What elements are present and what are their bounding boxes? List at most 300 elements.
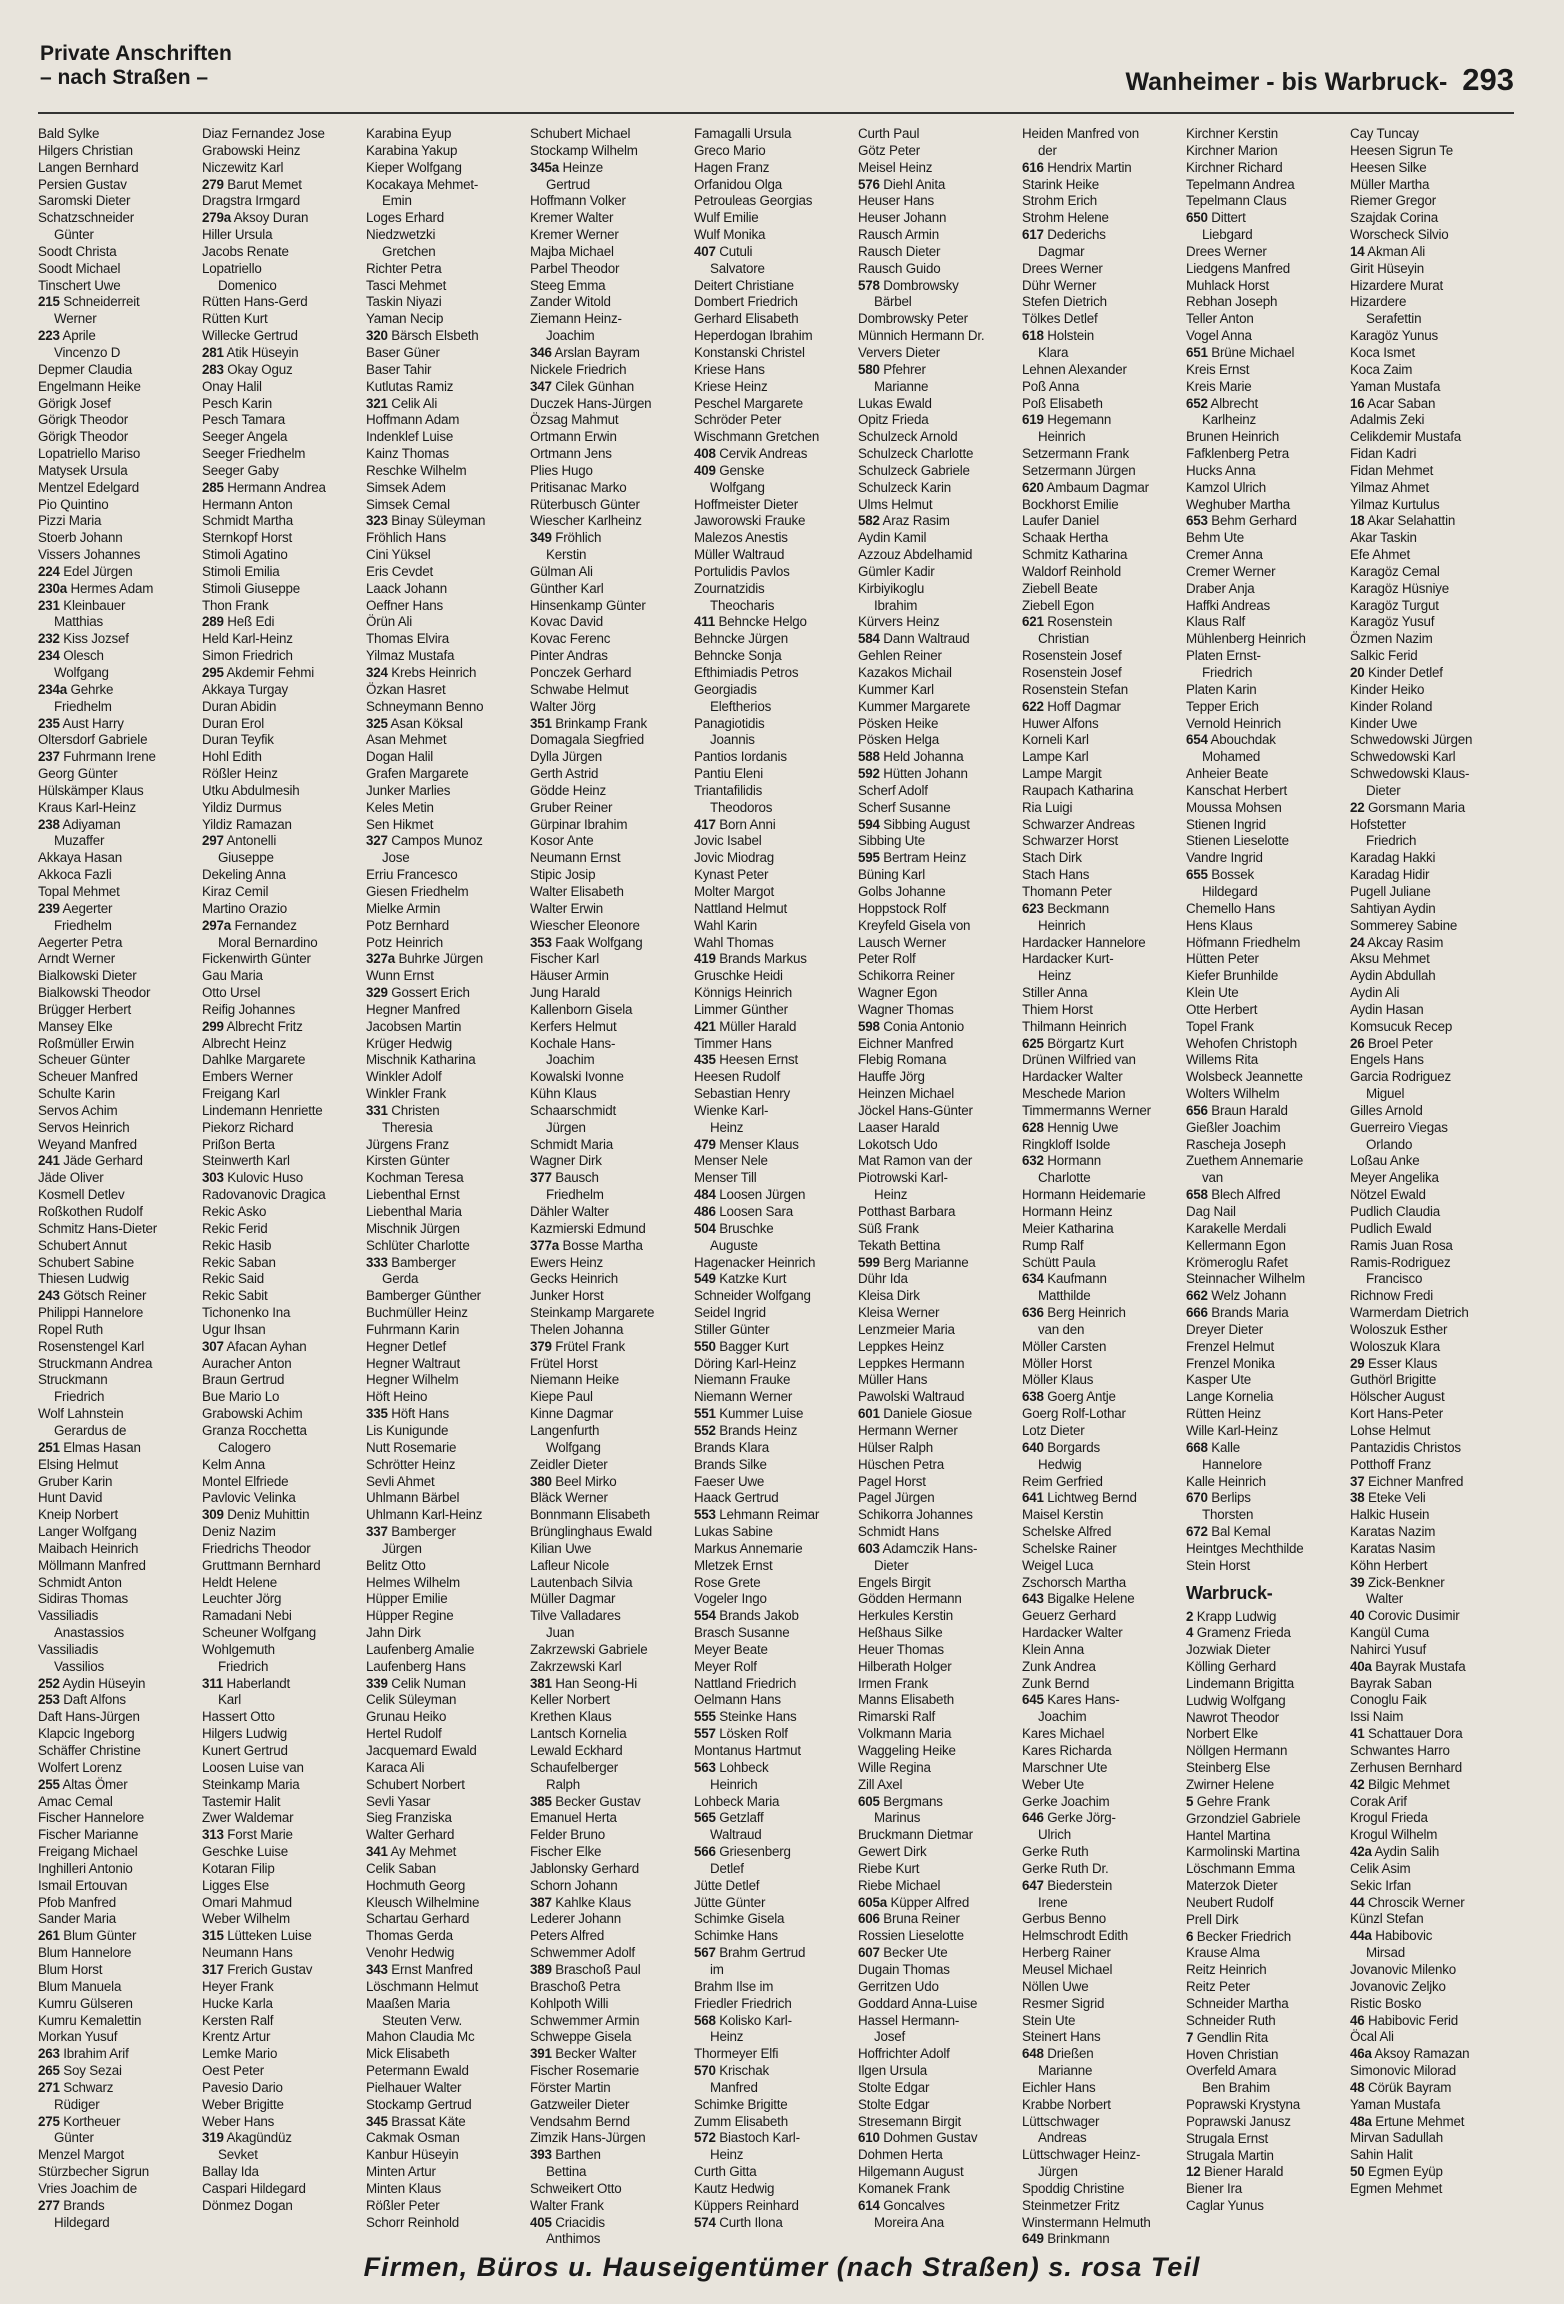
directory-entry: Pfob Manfred [38, 1894, 116, 1910]
house-number: 42 [1350, 1776, 1365, 1792]
directory-entry: 237 Fuhrmann Irene [38, 749, 156, 765]
directory-entry: Schmidt Martha [202, 513, 293, 529]
directory-entry: Georg Günter [38, 766, 118, 782]
directory-entry: Kremer Werner [530, 227, 619, 243]
directory-entry: Schneider Martha [1186, 1995, 1289, 2011]
directory-entry: Timmermanns Werner [1022, 1102, 1151, 1118]
directory-entry: Strugala Ernst [1186, 2130, 1269, 2146]
directory-entry: Platen Ernst- [1186, 648, 1261, 664]
directory-entry: 24 Akcay Rasim [1350, 934, 1444, 950]
directory-entry: Panagiotidis [694, 715, 765, 731]
house-number: 319 [202, 2130, 224, 2146]
house-number: 281 [202, 344, 224, 360]
directory-entry: Gürpinar Ibrahim [530, 816, 628, 832]
directory-entry: Karatas Nazim [1350, 1524, 1436, 1540]
directory-entry: Jahn Dirk [366, 1625, 421, 1641]
directory-entry: Keller Norbert [530, 1692, 610, 1708]
directory-entry: Ortmann Erwin [530, 429, 617, 445]
directory-entry: Thiem Horst [1022, 1001, 1093, 1017]
directory-entry: Nattland Friedrich [694, 1675, 797, 1691]
directory-entry: Pinter Andras [530, 648, 608, 664]
directory-entry: Thiesen Ludwig [38, 1271, 129, 1287]
directory-entry: Oeffner Hans [366, 597, 443, 613]
house-number: 18 [1350, 513, 1365, 529]
directory-entry: 40 Corovic Dusimir [1350, 1608, 1460, 1624]
house-number: 379 [530, 1338, 552, 1354]
directory-entry: Mielke Armin [366, 900, 441, 916]
directory-entry: Hilberath Holger [858, 1658, 952, 1674]
directory-entry: 12 Biener Harald [1186, 2164, 1284, 2180]
house-number: 389 [530, 1961, 552, 1977]
directory-entry: Komsucuk Recep [1350, 1018, 1453, 1034]
directory-entry: Karl [218, 1692, 242, 1708]
directory-entry: Zander Witold [530, 294, 611, 310]
directory-entry: Kochman Teresa [366, 1170, 464, 1186]
directory-entry: Schlüter Charlotte [366, 1237, 470, 1253]
house-number: 297a [202, 917, 231, 933]
directory-entry: 598 Conia Antonio [858, 1018, 965, 1034]
directory-entry: Vernold Heinrich [1186, 715, 1282, 731]
directory-entry: Tilve Valladares [530, 1608, 621, 1624]
directory-entry: Rascheja Joseph [1186, 1136, 1286, 1152]
directory-entry: Joachim [1038, 1709, 1087, 1725]
directory-entry: Hegner Wilhelm [366, 1372, 459, 1388]
directory-entry: Weber Hans [202, 2113, 275, 2129]
directory-entry: Oest Peter [202, 2063, 265, 2079]
directory-entry: Spoddig Christine [1022, 2180, 1125, 2196]
directory-entry: Karagöz Yusuf [1350, 614, 1435, 630]
directory-entry: Worscheck Silvio [1350, 227, 1449, 243]
directory-entry: Yilmaz Kurtulus [1350, 496, 1440, 512]
house-number: 37 [1350, 1473, 1365, 1489]
directory-entry: Schikorra Reiner [858, 968, 955, 984]
directory-entry: Hassel Hermann- [858, 2012, 960, 2028]
house-number: 649 [1022, 2231, 1044, 2244]
directory-entry: Zimzik Hans-Jürgen [530, 2130, 646, 2146]
directory-entry: 311 Haberlandt [202, 1675, 291, 1691]
directory-entry: Heinrich [710, 1776, 758, 1792]
house-number: 381 [530, 1675, 552, 1691]
directory-entry: Kinder Roland [1350, 698, 1433, 714]
house-number: 417 [694, 816, 716, 832]
directory-entry: 320 Bärsch Elsbeth [366, 328, 479, 344]
directory-entry: Depmer Claudia [38, 361, 132, 377]
directory-entry: Lewald Eckhard [530, 1743, 623, 1758]
house-number: 39 [1350, 1574, 1365, 1590]
directory-entry: Majba Michael [530, 243, 614, 259]
directory-entry: Thon Frank [202, 597, 269, 613]
house-number: 391 [530, 2046, 552, 2062]
directory-entry: Hucks Anna [1186, 462, 1256, 478]
directory-entry: 224 Edel Jürgen [38, 563, 133, 579]
directory-entry: 44a Habibovic [1350, 1928, 1433, 1944]
directory-entry: Jürgen [382, 1540, 422, 1556]
directory-entry: Kohlpoth Willi [530, 1995, 609, 2011]
directory-entry: Wienke Karl- [694, 1102, 769, 1118]
house-number: 263 [38, 2046, 60, 2062]
directory-entry: Stienen Ingrid [1186, 816, 1266, 832]
directory-entry: Platen Karin [1186, 681, 1257, 697]
house-number: 275 [38, 2113, 60, 2129]
directory-entry: Rausch Armin [858, 227, 939, 243]
directory-entry: Daft Hans-Jürgen [38, 1709, 140, 1725]
directory-entry: Nawrot Theodor [1186, 1709, 1279, 1725]
house-number: 46 [1350, 2012, 1365, 2028]
directory-entry: Willecke Gertrud [202, 328, 298, 344]
directory-entry: Koca Ismet [1350, 344, 1415, 360]
directory-entry: Stach Dirk [1022, 850, 1082, 866]
directory-entry: Struckmann [38, 1372, 108, 1388]
directory-entry: Hiller Ursula [202, 227, 273, 243]
directory-entry: Kasper Ute [1186, 1372, 1251, 1388]
directory-entry: Stienen Lieselotte [1186, 833, 1289, 849]
house-number: 48 [1350, 2079, 1365, 2095]
directory-entry: 563 Lohbeck [694, 1759, 769, 1775]
directory-entry: Ewers Heinz [530, 1254, 603, 1270]
directory-entry: 323 Binay Süleyman [366, 513, 486, 529]
directory-entry: Dähler Walter [530, 1204, 609, 1219]
directory-entry: Stiller Anna [1022, 985, 1088, 1001]
directory-entry: Kotaran Filip [202, 1860, 275, 1876]
directory-entry: Weigel Luca [1022, 1557, 1094, 1573]
directory-entry: 295 Akdemir Fehmi [202, 665, 314, 680]
directory-entry: Jovic Miodrag [694, 850, 775, 866]
directory-entry: 555 Steinke Hans [694, 1709, 797, 1725]
directory-entry: Mohamed [1202, 749, 1261, 765]
directory-entry: Klaus Ralf [1186, 614, 1246, 630]
directory-entry: Kinne Dagmar [530, 1406, 614, 1422]
directory-entry: Arndt Werner [38, 951, 115, 967]
directory-entry: Fidan Mehmet [1350, 462, 1434, 478]
directory-entry: Krogul Frieda [1350, 1810, 1428, 1826]
directory-entry: 329 Gossert Erich [366, 985, 470, 1001]
directory-entry: Engels Birgit [858, 1574, 931, 1590]
house-number: 295 [202, 665, 224, 680]
directory-entry: Kumru Gülseren [38, 1995, 133, 2011]
directory-entry: Mirvan Sadullah [1350, 2130, 1444, 2146]
directory-entry: Zschorsch Martha [1022, 1574, 1126, 1590]
house-number: 235 [38, 715, 60, 731]
directory-entry: Hannelore [1202, 1456, 1262, 1472]
directory-entry: 5 Gehre Frank [1186, 1793, 1270, 1809]
directory-entry: Utku Abdulmesih [202, 782, 300, 798]
house-number: 618 [1022, 328, 1044, 344]
directory-entry: Neumann Hans [202, 1945, 293, 1961]
directory-entry: Dombrowsky Peter [858, 311, 968, 327]
directory-entry: 643 Bigalke Helene [1022, 1591, 1135, 1607]
directory-entry: Friedrich [1202, 665, 1253, 680]
house-number: 41 [1350, 1726, 1365, 1742]
directory-entry: Dombert Friedrich [694, 294, 798, 310]
directory-entry: Schaufelberger [530, 1759, 619, 1775]
directory-entry: Erriu Francesco [366, 867, 458, 883]
directory-entry: Lemke Mario [202, 2046, 278, 2062]
directory-entry: Seidel Ingrid [694, 1305, 766, 1321]
directory-entry: 616 Hendrix Martin [1022, 159, 1132, 175]
directory-entry: Weyand Manfred [38, 1136, 137, 1152]
directory-entry: 574 Curth Ilona [694, 2214, 783, 2230]
directory-entry: Schwedowski Karl [1350, 749, 1456, 765]
house-number: 325 [366, 715, 388, 731]
directory-entry: Behncke Sonja [694, 648, 782, 664]
house-number: 584 [858, 631, 880, 647]
directory-entry: Richter Petra [366, 260, 442, 276]
directory-entry: Faeser Uwe [694, 1473, 765, 1489]
directory-entry: 7 Gendlin Rita [1186, 2029, 1269, 2045]
directory-entry: Schwarzer Andreas [1022, 816, 1135, 832]
house-number: 641 [1022, 1490, 1044, 1506]
directory-entry: Loges Erhard [366, 210, 444, 226]
directory-entry: 650 Dittert [1186, 210, 1246, 226]
directory-entry: Menser Nele [694, 1153, 768, 1169]
directory-entry: Kamzol Ulrich [1186, 479, 1266, 495]
directory-entry: Bläck Werner [530, 1490, 608, 1506]
directory-entry: Lampe Margit [1022, 766, 1102, 782]
directory-entry: Stipic Josip [530, 867, 596, 883]
directory-entry: Kanschat Herbert [1186, 782, 1288, 798]
directory-entry: Scheuner Wolfgang [202, 1625, 316, 1641]
directory-entry: Ortmann Jens [530, 446, 612, 462]
directory-entry: Friedhelm [546, 1187, 604, 1203]
directory-entry: Uhlmann Bärbel [366, 1490, 460, 1506]
directory-entry: Wulf Monika [694, 227, 766, 243]
directory-entry: 341 Ay Mehmet [366, 1844, 457, 1860]
directory-entry: Hardacker Hannelore [1022, 934, 1146, 950]
directory-entry: Heintges Mechthilde [1186, 1540, 1304, 1556]
directory-entry: Servos Heinrich [38, 1119, 130, 1135]
directory-entry: Efthimiadis Petros [694, 665, 799, 680]
directory-entry: Hütten Peter [1186, 951, 1259, 967]
directory-entry: Struckmann Andrea [38, 1355, 153, 1371]
directory-entry: Gödde Heinz [530, 782, 606, 798]
directory-entry: Reitz Peter [1186, 1979, 1251, 1995]
house-number: 646 [1022, 1810, 1044, 1826]
directory-entry: Eris Cevdet [366, 563, 434, 579]
directory-entry: 380 Beel Mirko [530, 1473, 617, 1489]
directory-entry: Görigk Josef [38, 395, 111, 411]
directory-entry: Philippi Hannelore [38, 1305, 144, 1321]
directory-entry: Rekic Saban [202, 1254, 276, 1270]
directory-entry: Winstermann Helmuth [1022, 2214, 1151, 2230]
directory-entry: Goerg Rolf-Lothar [1022, 1406, 1126, 1422]
street-section-heading: Warbruck- [1186, 1582, 1273, 1603]
directory-entry: Wiescher Karlheinz [530, 513, 642, 529]
directory-entry: 275 Kortheuer [38, 2113, 121, 2129]
directory-entry: Potz Bernhard [366, 917, 450, 933]
house-number: 224 [38, 563, 60, 579]
directory-entry: Peschel Margarete [694, 395, 803, 411]
house-number: 479 [694, 1136, 716, 1152]
house-number: 553 [694, 1507, 716, 1523]
directory-entry: Juan [546, 1625, 575, 1641]
directory-entry: Buchmüller Heinz [366, 1305, 468, 1321]
directory-entry: 578 Dombrowsky [858, 277, 959, 293]
directory-entry: Lohbeck Maria [694, 1793, 780, 1809]
directory-entry: 651 Brüne Michael [1186, 344, 1295, 360]
directory-entry: Jacobsen Martin [366, 1018, 462, 1034]
directory-entry: Muzaffer [54, 833, 105, 849]
directory-entry: 297a Fernandez [202, 917, 297, 933]
house-number: 333 [366, 1254, 388, 1270]
directory-entry: Ponczek Gerhard [530, 665, 632, 680]
house-number: 347 [530, 378, 552, 394]
directory-entry: Hilgemann August [858, 2164, 964, 2180]
directory-entry: Eleftherios [710, 698, 772, 714]
house-number: 662 [1186, 1288, 1208, 1304]
directory-entry: Stolte Edgar [858, 2096, 930, 2112]
directory-entry: 345a Heinze [530, 159, 604, 175]
directory-entry: im [710, 1961, 724, 1977]
directory-entry: 351 Brinkamp Frank [530, 715, 647, 731]
directory-entry: Ludwig Wolfgang [1186, 1692, 1286, 1708]
house-number: 4 [1186, 1625, 1194, 1641]
directory-entry: Fuhrmann Karin [366, 1321, 460, 1337]
directory-entry: Kalle Heinrich [1186, 1473, 1266, 1489]
directory-entry: Gau Maria [202, 968, 263, 984]
directory-entry: Halkic Husein [1350, 1507, 1430, 1523]
directory-entry: Steinnacher Wilhelm [1186, 1271, 1305, 1287]
directory-entry: Moral Bernardino [218, 934, 318, 950]
directory-entry: Dühr Werner [1022, 277, 1097, 293]
directory-entry: Pielhauer Walter [366, 2079, 462, 2095]
directory-entry: Karagöz Cemal [1350, 563, 1440, 579]
directory-entry: Gretchen [382, 243, 436, 259]
directory-entry: Opitz Frieda [858, 412, 929, 428]
directory-entry: Neubert Rudolf [1186, 1894, 1274, 1910]
directory-entry: Schulte Karin [38, 1086, 116, 1102]
house-number: 409 [694, 462, 716, 478]
directory-entry: Nutt Rosemarie [366, 1439, 457, 1455]
directory-entry: Kleusch Wilhelmine [366, 1894, 480, 1910]
directory-entry: Steeg Emma [530, 277, 606, 293]
directory-entry: Zwirner Helene [1186, 1777, 1274, 1792]
directory-entry: Kares Richarda [1022, 1743, 1112, 1758]
directory-entry: Karatas Nasim [1350, 1540, 1436, 1556]
directory-entry: Fickenwirth Günter [202, 951, 311, 967]
house-number: 650 [1186, 210, 1208, 226]
directory-entry: Peter Rolf [858, 951, 916, 967]
house-number: 44 [1350, 1894, 1365, 1910]
directory-entry: Cini Yüksel [366, 547, 431, 563]
directory-entry: 645 Kares Hans- [1022, 1692, 1120, 1708]
directory-entry: Volkmann Maria [858, 1726, 952, 1742]
house-number: 237 [38, 749, 60, 765]
directory-entry: 623 Beckmann [1022, 900, 1109, 916]
directory-entry: Heinrich [1038, 429, 1086, 445]
directory-entry: Kremer Walter [530, 210, 614, 226]
directory-entry: Kirbiyikoglu [858, 580, 925, 596]
directory-entry: Hilgers Christian [38, 142, 133, 158]
directory-entry: Jose [382, 850, 410, 866]
directory-entry: Francisco [1366, 1271, 1423, 1287]
directory-entry: 652 Albrecht [1186, 395, 1259, 411]
directory-entry: 407 Cutuli [694, 243, 753, 259]
house-number: 387 [530, 1894, 552, 1910]
directory-entry: Hildegard [54, 2214, 110, 2230]
house-number: 638 [1022, 1389, 1044, 1405]
directory-entry: Schweikert Otto [530, 2180, 622, 2196]
house-number: 46a [1350, 2046, 1372, 2062]
house-number: 251 [38, 1439, 60, 1455]
directory-entry: Schmitz Hans-Dieter [38, 1220, 157, 1236]
directory-entry: Ulms Helmut [858, 496, 933, 512]
directory-entry: Meyer Rolf [694, 1658, 757, 1674]
directory-entry: Ramis-Rodriguez [1350, 1254, 1451, 1270]
directory-entry: Brands Silke [694, 1456, 767, 1472]
directory-entry: Matysek Ursula [38, 462, 128, 478]
directory-entry: 553 Lehmann Reimar [694, 1507, 820, 1523]
directory-entry: Emin [382, 193, 412, 209]
directory-entry: 576 Diehl Anita [858, 176, 946, 192]
directory-entry: Geschke Luise [202, 1844, 288, 1860]
directory-entry: Kellermann Egon [1186, 1237, 1286, 1253]
directory-entry: Simsek Cemal [366, 496, 450, 512]
directory-entry: Kunert Gertrud [202, 1743, 288, 1758]
directory-entry: Salkic Ferid [1350, 648, 1418, 664]
directory-entry: Heinz [710, 2147, 744, 2163]
directory-entry: Stockamp Gertrud [366, 2096, 472, 2112]
directory-entry: Irmen Frank [858, 1675, 928, 1691]
directory-entry: 42 Bilgic Mehmet [1350, 1776, 1450, 1792]
house-number: 279a [202, 210, 231, 226]
directory-entry: Heinz [874, 1187, 908, 1203]
directory-entry: Riebe Kurt [858, 1860, 920, 1876]
directory-entry: Süß Frank [858, 1220, 919, 1236]
directory-entry: Vassilios [54, 1658, 105, 1674]
directory-entry: 271 Schwarz [38, 2079, 114, 2095]
directory-entry: Thomas Gerda [366, 1928, 453, 1944]
directory-entry: Lis Kunigunde [366, 1422, 449, 1438]
house-number: 486 [694, 1204, 716, 1219]
directory-entry: Anastassios [54, 1625, 124, 1641]
directory-entry: Kares Michael [1022, 1726, 1105, 1742]
house-number: 241 [38, 1153, 60, 1169]
house-number: 40a [1350, 1658, 1372, 1674]
directory-entry: Ringkloff Isolde [1022, 1136, 1111, 1152]
directory-entry: Conoglu Faik [1350, 1692, 1427, 1708]
directory-entry: Stockamp Wilhelm [530, 142, 638, 158]
directory-entry: 552 Brands Heinz [694, 1422, 798, 1438]
directory-entry: Ismail Ertouvan [38, 1877, 128, 1893]
directory-entry: Büning Karl [858, 867, 926, 883]
directory-entry: Molter Margot [694, 883, 774, 899]
house-number: 16 [1350, 395, 1365, 411]
directory-entry: Ziebell Egon [1022, 597, 1095, 613]
directory-entry: Schrötter Heinz [366, 1456, 456, 1472]
directory-entry: Kallenborn Gisela [530, 1001, 633, 1017]
directory-entry: Orlando [1366, 1136, 1413, 1152]
directory-entry: 46a Aksoy Ramazan [1350, 2046, 1470, 2062]
directory-entry: Pösken Helga [858, 732, 939, 748]
directory-entry: Rütten Kurt [202, 311, 268, 327]
house-number: 327 [366, 833, 388, 849]
directory-entry: Rößler Heinz [202, 766, 278, 782]
directory-entry: Günther Karl [530, 580, 604, 596]
directory-entry: 303 Kulovic Huso [202, 1170, 304, 1186]
directory-entry: Peters Alfred [530, 1928, 605, 1944]
directory-entry: Steuten Verw. [382, 2012, 463, 2028]
directory-entry: 592 Hütten Johann [858, 766, 968, 782]
directory-entry: Kraus Karl-Heinz [38, 799, 137, 815]
directory-entry: 309 Deniz Muhittin [202, 1507, 310, 1523]
directory-entry: Karaca Ali [366, 1759, 425, 1775]
house-number: 337 [366, 1524, 388, 1540]
directory-entry: Kosor Ante [530, 833, 594, 849]
directory-entry: 582 Araz Rasim [858, 513, 950, 529]
directory-entry: 620 Ambaum Dagmar [1022, 479, 1149, 495]
directory-entry: Tepper Erich [1186, 698, 1259, 714]
directory-entry: Deniz Nazim [202, 1524, 276, 1540]
